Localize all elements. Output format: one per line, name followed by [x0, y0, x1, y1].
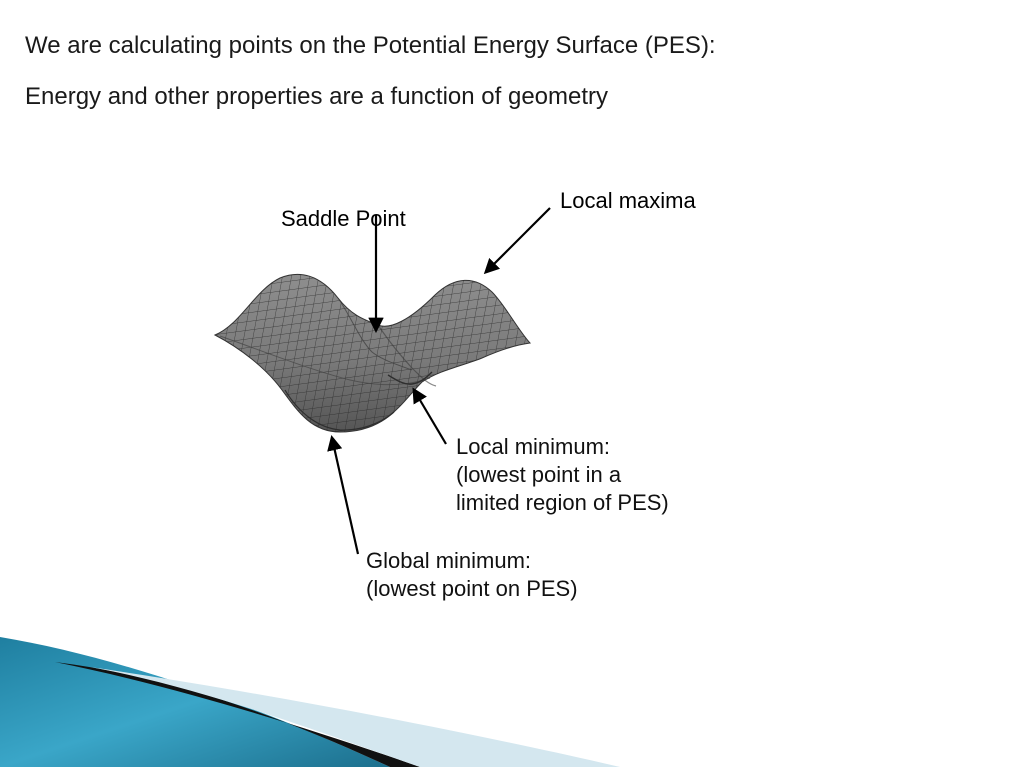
local-minimum-line-3: limited region of PES)	[456, 490, 669, 515]
pes-diagram	[200, 180, 760, 620]
decorative-corner-swoosh	[0, 637, 620, 767]
global-minimum-arrow	[332, 438, 358, 554]
global-minimum-title: Global minimum:	[366, 548, 532, 573]
local-maxima-arrow	[486, 208, 550, 272]
pes-surface-svg	[200, 180, 760, 620]
pes-surface	[215, 274, 530, 432]
intro-text-line-2: Energy and other properties are a function of geometry	[25, 83, 609, 110]
local-minimum-arrow	[414, 390, 446, 444]
local-minimum-line-2: (lowest point in a	[456, 462, 622, 487]
local-maxima-label: Local maxima	[560, 188, 696, 213]
saddle-point-label: Saddle Point	[281, 206, 406, 231]
local-minimum-title: Local minimum:	[456, 434, 611, 459]
intro-text-line-1: We are calculating points on the Potential Energy Surface (PES):	[25, 32, 716, 59]
global-minimum-line-2: (lowest point on PES)	[366, 576, 578, 601]
